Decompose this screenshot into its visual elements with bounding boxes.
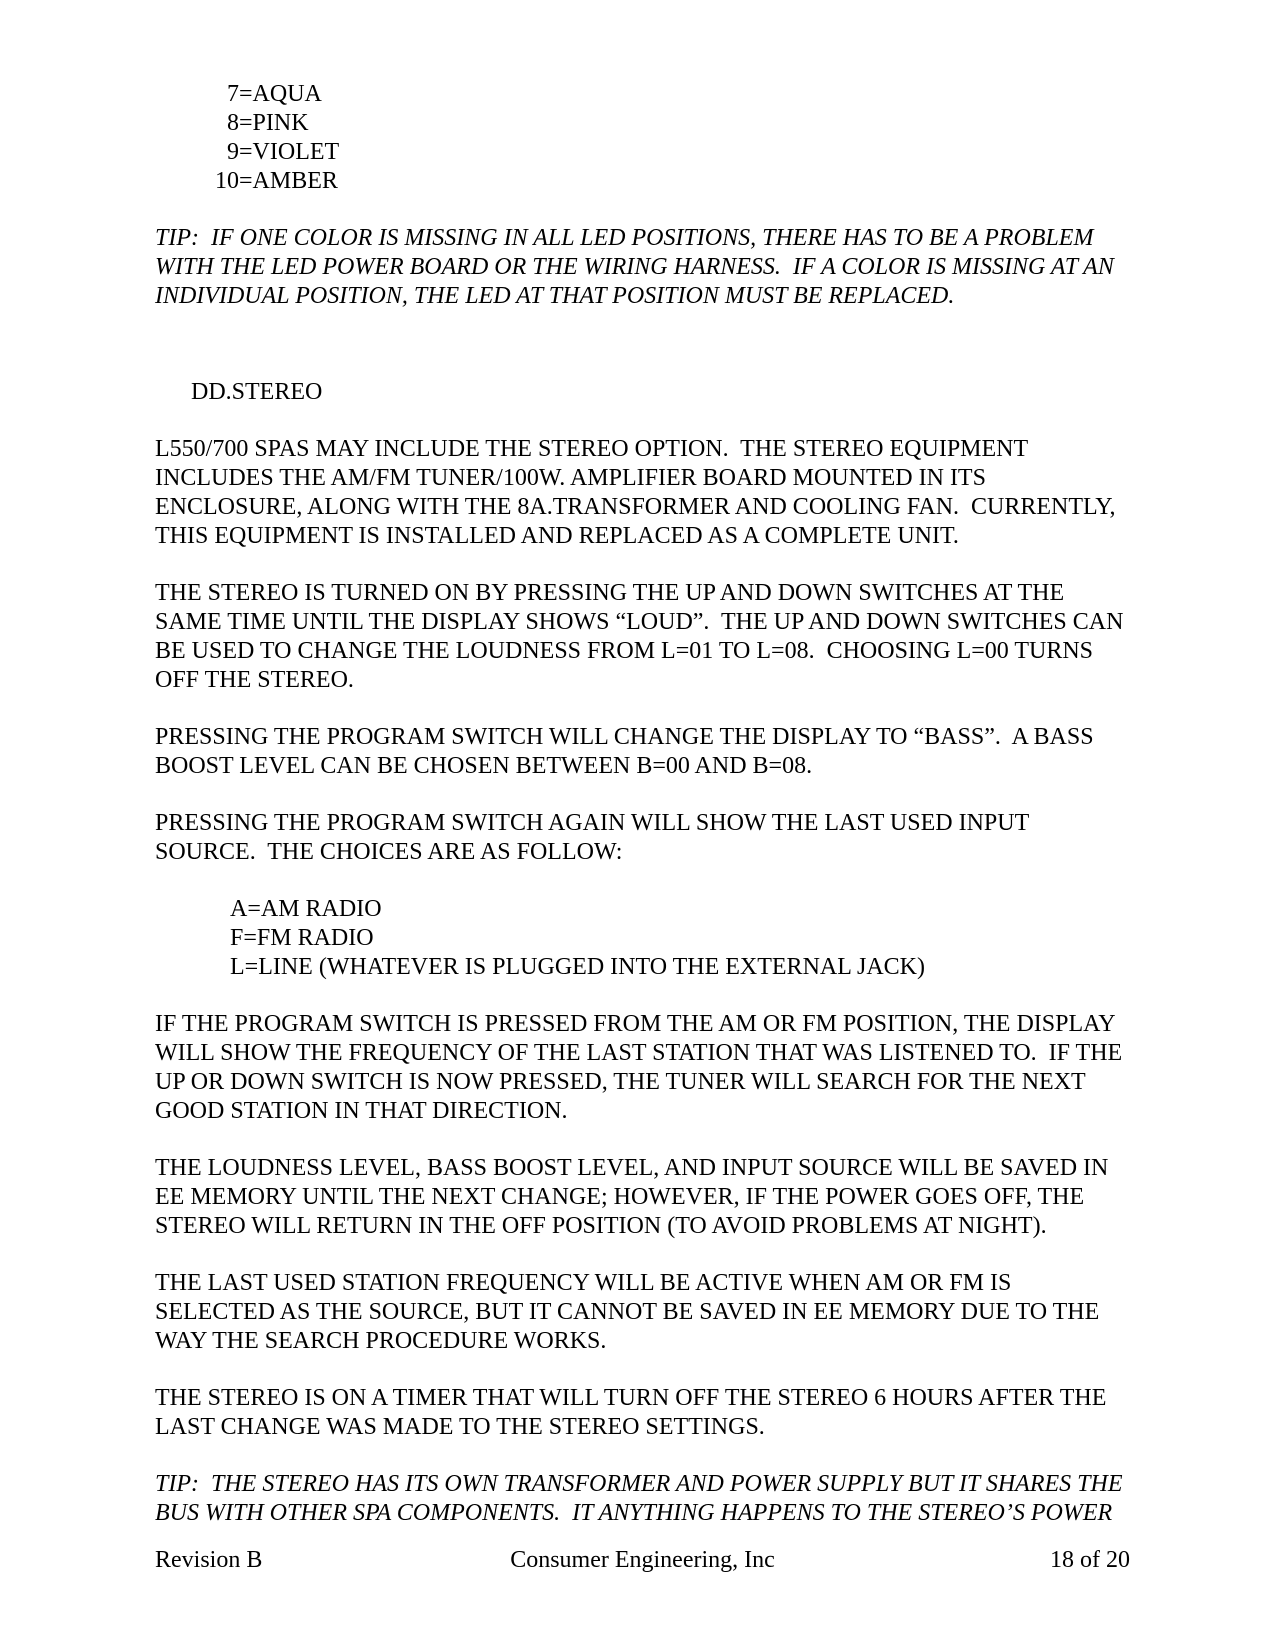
equals-separator: =	[239, 110, 253, 136]
led-color-item	[213, 138, 1133, 167]
equals-separator: =	[239, 81, 253, 107]
led-color-list	[213, 80, 1133, 196]
footer-company: Consumer Engineering, Inc	[510, 1547, 775, 1573]
paragraph-stereo-option: L550/700 SPAS MAY INCLUDE THE STEREO OPTION. THE STEREO EQUIPMENT INCLUDES THE AM/FM TUNER/100W. AMPLIFIER BOARD MOUNTED IN ITS ENCLOSURE, ALONG WITH THE 8A.TRANSFORMER AND COOLING FAN. CURRENTLY, THIS EQUIPMENT IS INSTALLED AND REPLACED AS A COMPLETE UNIT.	[155, 436, 1122, 549]
stereo-power-tip-paragraph: TIP: THE STEREO HAS ITS OWN TRANSFORMER AND POWER SUPPLY BUT IT SHARES THE BUS WITH OTHER SPA COMPONENTS. IT ANYTHING HAPPENS TO THE STEREO’S POWER	[155, 1471, 1129, 1526]
led-color-name: AQUA	[252, 81, 322, 107]
led-color-number: 8	[227, 110, 239, 136]
paragraph-tuner-search: IF THE PROGRAM SWITCH IS PRESSED FROM THE AM OR FM POSITION, THE DISPLAY WILL SHOW THE FREQUENCY OF THE LAST STATION THAT WAS LISTENED TO. IF THE UP OR DOWN SWITCH IS NOW PRESSED, THE TUNER WILL SEARCH FOR THE NEXT GOOD STATION IN THAT DIRECTION.	[155, 1011, 1129, 1124]
page-footer	[155, 1546, 1130, 1575]
footer-revision: Revision B	[155, 1547, 263, 1573]
led-color-number: 10	[215, 168, 239, 194]
led-color-name: VIOLET	[252, 139, 340, 165]
paragraph-bass-boost: PRESSING THE PROGRAM SWITCH WILL CHANGE THE DISPLAY TO “BASS”. A BASS BOOST LEVEL CAN BE CHOSEN BETWEEN B=00 AND B=08.	[155, 724, 1100, 779]
led-color-item	[213, 109, 1133, 138]
led-color-number: 7	[227, 81, 239, 107]
input-source-item: L=LINE (WHATEVER IS PLUGGED INTO THE EXTERNAL JACK)	[230, 954, 926, 980]
led-tip-paragraph: TIP: IF ONE COLOR IS MISSING IN ALL LED POSITIONS, THERE HAS TO BE A PROBLEM WITH THE LED POWER BOARD OR THE WIRING HARNESS. IF A COLOR IS MISSING AT AN INDIVIDUAL POSITION, THE LED AT THAT POSITION MUST BE REPLACED.	[155, 225, 1120, 309]
page-content	[155, 0, 1133, 1528]
paragraph-power-on: THE STEREO IS TURNED ON BY PRESSING THE UP AND DOWN SWITCHES AT THE SAME TIME UNTIL THE DISPLAY SHOWS “LOUD”. THE UP AND DOWN SWITCHES CAN BE USED TO CHANGE THE LOUDNESS FROM L=01 TO L=08. CHOOSING L=00 TURNS OFF THE STEREO.	[155, 580, 1130, 693]
paragraph-ee-memory: THE LOUDNESS LEVEL, BASS BOOST LEVEL, AND INPUT SOURCE WILL BE SAVED IN EE MEMORY UNTIL THE NEXT CHANGE; HOWEVER, IF THE POWER GOES OFF, THE STEREO WILL RETURN IN THE OFF POSITION (TO AVOID PROBLEMS AT NIGHT).	[155, 1155, 1115, 1239]
input-source-item: A=AM RADIO	[230, 896, 382, 922]
led-color-item	[213, 167, 1133, 196]
equals-separator: =	[239, 168, 253, 194]
input-source-list	[230, 895, 1133, 982]
paragraph-station-frequency: THE LAST USED STATION FREQUENCY WILL BE ACTIVE WHEN AM OR FM IS SELECTED AS THE SOURCE, BUT IT CANNOT BE SAVED IN EE MEMORY DUE TO THE WAY THE SEARCH PROCEDURE WORKS.	[155, 1270, 1105, 1354]
footer-page-number: 18 of 20	[1050, 1547, 1130, 1573]
led-color-number: 9	[227, 139, 239, 165]
input-source-item: F=FM RADIO	[230, 925, 374, 951]
led-color-name: AMBER	[252, 168, 338, 194]
paragraph-input-source: PRESSING THE PROGRAM SWITCH AGAIN WILL SHOW THE LAST USED INPUT SOURCE. THE CHOICES ARE AS FOLLOW:	[155, 810, 1035, 865]
equals-separator: =	[239, 139, 253, 165]
led-color-name: PINK	[252, 110, 309, 136]
led-color-item	[213, 80, 1133, 109]
paragraph-stereo-timer: THE STEREO IS ON A TIMER THAT WILL TURN OFF THE STEREO 6 HOURS AFTER THE LAST CHANGE WAS MADE TO THE STEREO SETTINGS.	[155, 1385, 1113, 1440]
stereo-section-heading: DD.STEREO	[191, 379, 323, 405]
